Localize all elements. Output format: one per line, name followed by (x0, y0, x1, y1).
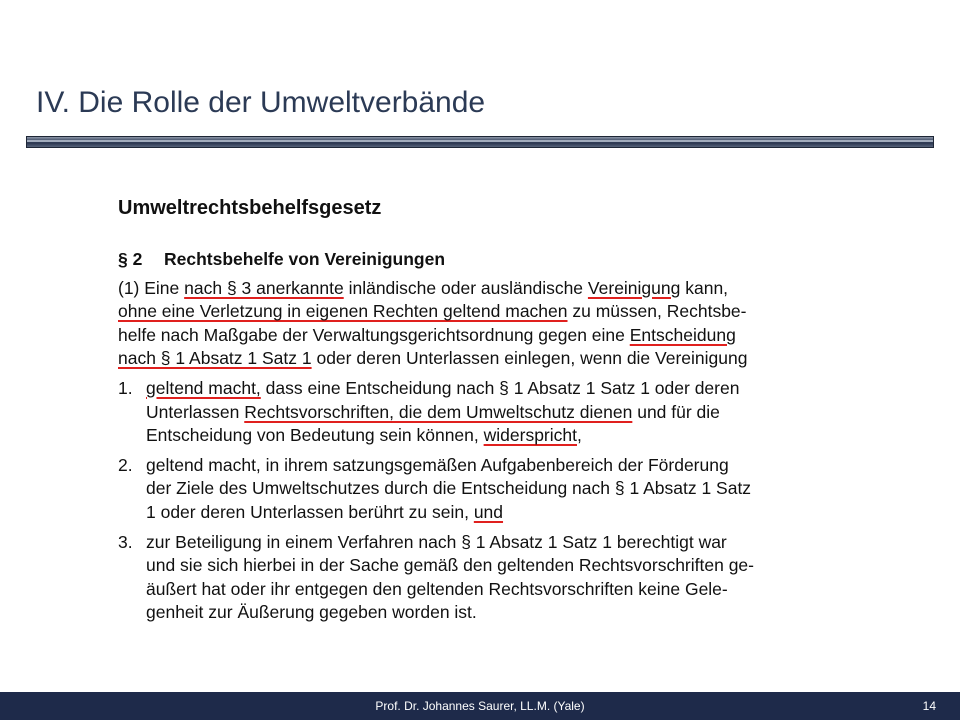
underlined-phrase: nach § 3 anerkannte (184, 277, 344, 298)
slide-footer (0, 692, 960, 720)
text-run: 1 oder deren Unterlassen berührt zu sein, (146, 501, 474, 522)
title-divider-bar (26, 136, 934, 148)
underlined-phrase: und (473, 501, 504, 522)
slide-title: IV. Die Rolle der Umweltverbände (36, 86, 486, 119)
list-item-2 (118, 454, 898, 525)
item-line: und sie sich hierbei in der Sache gemäß den geltenden Rechtsvorschriften ge- (146, 555, 754, 576)
section-heading (118, 248, 898, 272)
item-line (146, 424, 898, 448)
text-run: (1) Eine (118, 277, 185, 298)
text-run: kann, (680, 277, 729, 298)
item-line (146, 501, 898, 525)
text-run: oder deren Unterlassen einlegen, wenn die Vereinigung (311, 348, 748, 369)
item-line: der Ziele des Umweltschutzes durch die Entscheidung nach § 1 Absatz 1 Satz (146, 478, 752, 499)
law-excerpt (118, 248, 898, 631)
text-run: dass eine Entscheidung nach § 1 Absatz 1 Satz 1 oder deren (260, 377, 740, 398)
text-run: Entscheidung von Bedeutung sein können, (146, 425, 484, 446)
item-line (146, 401, 898, 425)
text-run: zu müssen, Rechtsbe- (567, 301, 747, 322)
item-line: geltend macht, in ihrem satzungsgemäßen Aufgabenbereich der Förderung (146, 454, 729, 475)
item-line (146, 377, 898, 401)
underlined-phrase: widerspricht (483, 425, 577, 446)
underlined-phrase: ohne eine Verletzung in eigenen Rechten geltend machen (118, 301, 568, 322)
section-title: Rechtsbehelfe von Vereinigungen (164, 249, 446, 269)
text-run: , (577, 425, 582, 446)
list-item-3 (118, 531, 898, 625)
underlined-phrase: geltend macht, (146, 377, 261, 398)
section-number: § 2 (118, 249, 143, 269)
underlined-phrase: Entscheidung (629, 324, 736, 345)
paragraph-line (118, 324, 898, 348)
text-run: helfe nach Maßgabe der Verwaltungsgerichtsordnung gegen eine (118, 324, 630, 345)
list-item-1 (118, 377, 898, 448)
list-number: 2. (118, 454, 133, 475)
item-line: genheit zur Äußerung gegeben worden ist. (146, 602, 477, 623)
list-number: 1. (118, 377, 133, 398)
text-run: Unterlassen (146, 401, 245, 422)
slide-subtitle: Umweltrechtsbehelfsgesetz (118, 197, 382, 219)
paragraph-line (118, 277, 898, 301)
text-run: und für die (632, 401, 720, 422)
paragraph-line (118, 347, 898, 371)
footer-author: Prof. Dr. Johannes Saurer, LL.M. (Yale) (375, 699, 585, 713)
item-line: äußert hat oder ihr entgegen den geltenden Rechtsvorschriften keine Gele- (146, 578, 728, 599)
underlined-phrase: Rechtsvorschriften, die dem Umweltschutz dienen (244, 401, 633, 422)
page-number: 14 (922, 699, 936, 713)
list-number: 3. (118, 531, 133, 552)
paragraph-line (118, 300, 898, 324)
text-run: inländische oder ausländische (343, 277, 588, 298)
item-line: zur Beteiligung in einem Verfahren nach § 1 Absatz 1 Satz 1 berechtigt war (146, 531, 727, 552)
underlined-phrase: nach § 1 Absatz 1 Satz 1 (118, 348, 312, 369)
underlined-phrase: Vereinigung (587, 277, 681, 298)
paragraph-1 (118, 277, 898, 371)
